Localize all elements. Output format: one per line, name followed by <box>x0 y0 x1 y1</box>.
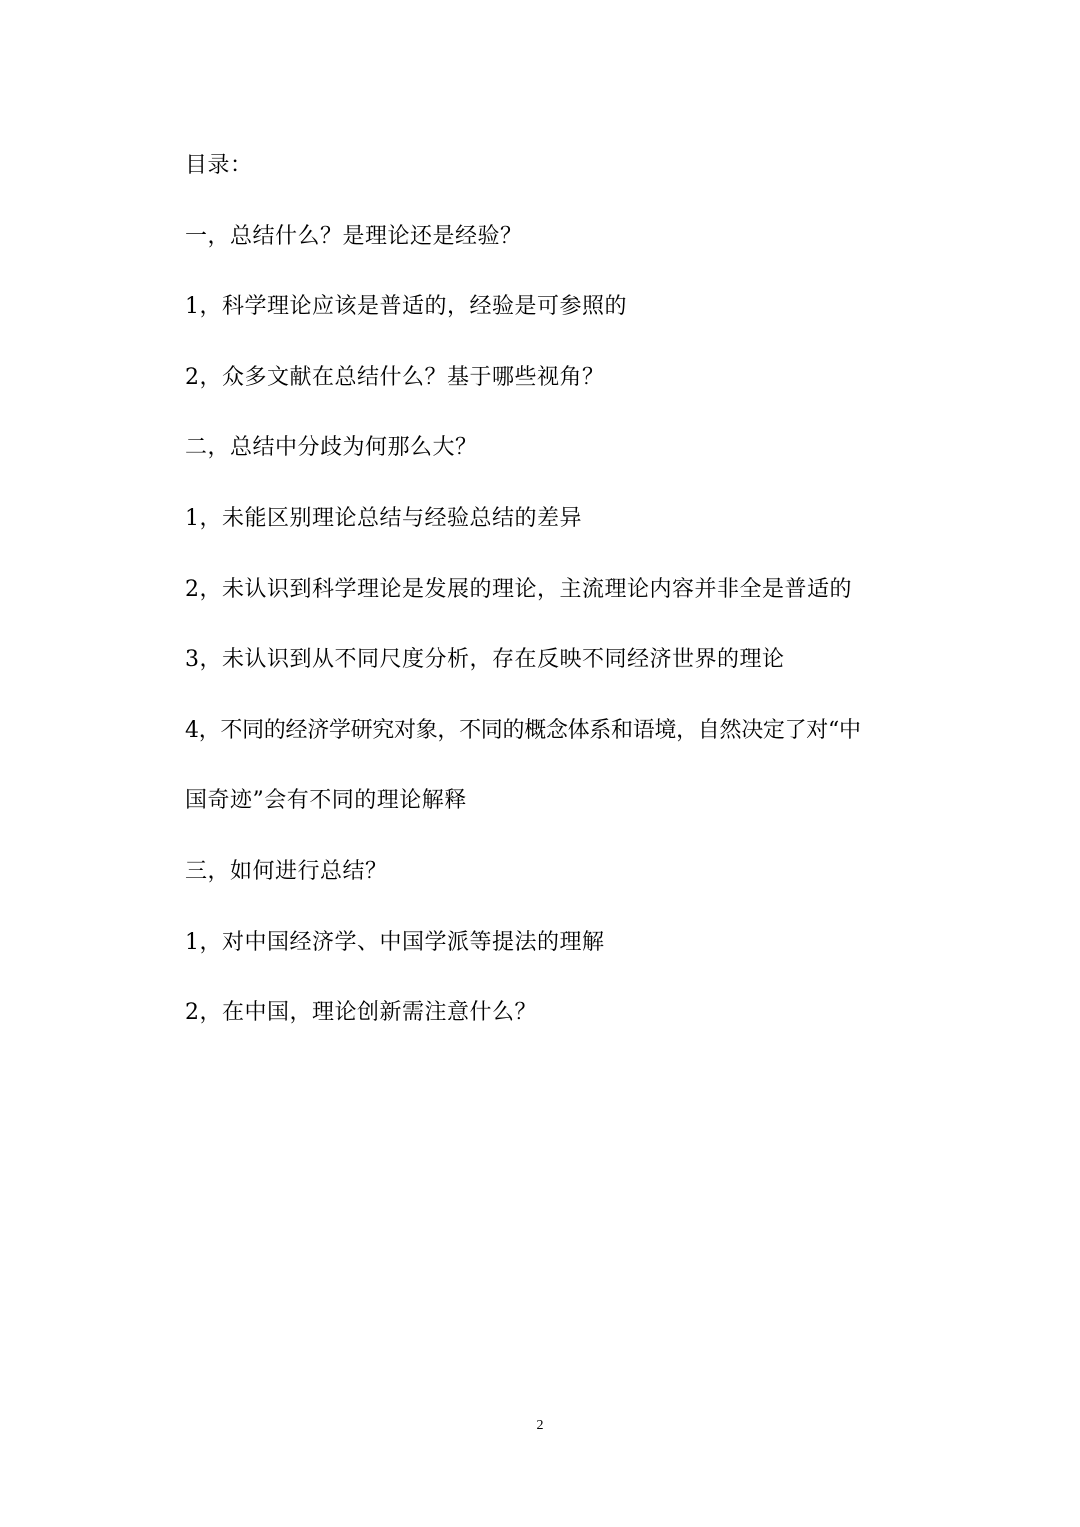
toc-heading: 目录： <box>185 153 253 178</box>
toc-section-2: 二，总结中分歧为何那么大？ <box>185 435 478 461</box>
table-of-contents <box>185 147 945 1065</box>
toc-item-1-2: 2，众多文献在总结什么？基于哪些视角？ <box>185 364 605 390</box>
toc-item-2-4-continued: 国奇迹”会有不同的理论解释 <box>185 788 467 814</box>
page-number: 2 <box>536 1418 544 1433</box>
toc-section-1: 一，总结什么？是理论还是经验？ <box>185 223 523 249</box>
toc-section-3: 三，如何进行总结？ <box>185 858 388 884</box>
toc-item-2-4: 4，不同的经济学研究对象，不同的概念体系和语境，自然决定了对“中 <box>185 717 861 743</box>
toc-item-2-1: 1，未能区别理论总结与经验总结的差异 <box>185 505 582 531</box>
toc-item-1-1: 1，科学理论应该是普适的，经验是可参照的 <box>185 294 627 320</box>
toc-item-2-3: 3，未认识到从不同尺度分析，存在反映不同经济世界的理论 <box>185 647 785 673</box>
toc-item-3-2: 2，在中国，理论创新需注意什么？ <box>185 1000 537 1026</box>
toc-item-2-2: 2，未认识到科学理论是发展的理论，主流理论内容并非全是普适的 <box>185 576 852 602</box>
toc-item-3-1: 1，对中国经济学、中国学派等提法的理解 <box>185 929 605 955</box>
